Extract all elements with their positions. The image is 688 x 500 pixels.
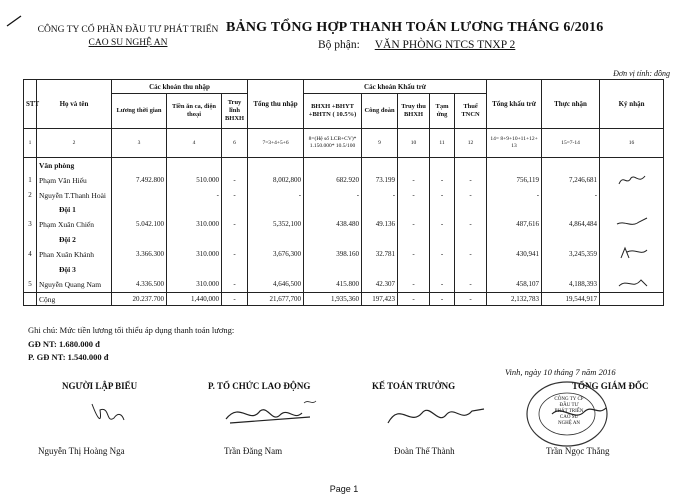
empty-cell xyxy=(542,262,600,276)
empty-cell xyxy=(112,158,167,173)
total-label: Cộng xyxy=(37,293,112,306)
group-name: Đội 3 xyxy=(37,262,112,276)
signature-cell xyxy=(600,246,664,262)
value-total: - xyxy=(248,188,304,202)
empty-cell xyxy=(430,232,455,246)
empty-cell xyxy=(222,158,248,173)
group-row xyxy=(24,202,664,216)
value-tax: - xyxy=(455,216,487,232)
stt-cell xyxy=(24,232,37,246)
handwritten-signature xyxy=(615,172,649,186)
group-name: Đội 2 xyxy=(37,232,112,246)
unit-label: Đơn vị tính: đồng xyxy=(613,69,670,78)
header-insurance: BHXH +BHYT +BHTN ( 10.5%) xyxy=(304,94,362,129)
value-adv: - xyxy=(430,172,455,188)
total-meal: 1,440,000 xyxy=(167,293,222,306)
value-rd: - xyxy=(398,172,430,188)
value-salary: 7.492.800 xyxy=(112,172,167,188)
value-salary: 5.042.100 xyxy=(112,216,167,232)
index-cell: 14= 8+9+10+11+12+ 13 xyxy=(487,129,542,158)
document-title: BẢNG TỔNG HỢP THANH TOÁN LƯƠNG THÁNG 6/2016 xyxy=(226,20,604,35)
index-cell: 10 xyxy=(398,129,430,158)
empty-cell xyxy=(600,202,664,216)
group-row xyxy=(24,262,664,276)
header-tax: Thuế TNCN xyxy=(455,94,487,129)
company-subname: CAO SU NGHỆ AN xyxy=(88,38,168,48)
group-row xyxy=(24,232,664,246)
signer-accountant: Đoàn Thế Thành xyxy=(394,446,455,456)
employee-name: Phan Xuân Khánh xyxy=(37,246,112,262)
empty-cell xyxy=(304,158,362,173)
empty-cell xyxy=(600,158,664,173)
value-rd: - xyxy=(398,216,430,232)
total-row xyxy=(24,293,664,306)
empty-cell xyxy=(167,158,222,173)
empty-cell xyxy=(167,262,222,276)
signature-cell xyxy=(600,188,664,202)
index-row xyxy=(24,129,664,158)
empty-cell xyxy=(362,262,398,276)
index-cell: 6 xyxy=(222,129,248,158)
value-ins: 398.160 xyxy=(304,246,362,262)
empty-cell xyxy=(487,158,542,173)
header-retro-deduct: Truy thu BHXH xyxy=(398,94,430,129)
total-salary: 20.237.700 xyxy=(112,293,167,306)
group-row xyxy=(24,158,664,173)
value-tded: 430,941 xyxy=(487,246,542,262)
value-net: - xyxy=(542,188,600,202)
scan-mark xyxy=(6,14,24,28)
value-meal: - xyxy=(167,188,222,202)
empty-cell xyxy=(248,232,304,246)
signature-cell xyxy=(600,293,664,306)
index-cell: 12 xyxy=(455,129,487,158)
stamp-text: CÔNG TY CP ĐẦU TƯ PHÁT TRIỂN CAO SU NGHỆ AN xyxy=(554,397,584,426)
stt-cell: 2 xyxy=(24,188,37,202)
value-total: 4,646,500 xyxy=(248,276,304,293)
company-header xyxy=(28,24,228,50)
handwritten-signature xyxy=(615,276,649,290)
signature-accountant xyxy=(380,397,490,431)
value-tded: - xyxy=(487,188,542,202)
empty-cell xyxy=(112,202,167,216)
index-cell: 2 xyxy=(37,129,112,158)
value-ins: - xyxy=(304,188,362,202)
stt-cell xyxy=(24,158,37,173)
signer-preparer: Nguyễn Thị Hoàng Nga xyxy=(38,446,125,456)
empty-cell xyxy=(455,262,487,276)
value-ins: 438.480 xyxy=(304,216,362,232)
value-union: 73.199 xyxy=(362,172,398,188)
value-rd: - xyxy=(398,246,430,262)
total-retro: - xyxy=(222,293,248,306)
empty-cell xyxy=(542,158,600,173)
total-tax: - xyxy=(455,293,487,306)
department-value: VĂN PHÒNG NTCS TNXP 2 xyxy=(374,39,516,51)
empty-cell xyxy=(600,232,664,246)
value-net: 4,864,484 xyxy=(542,216,600,232)
role-preparer: NGƯỜI LẬP BIỂU xyxy=(62,381,138,391)
total-rd: - xyxy=(398,293,430,306)
header-salary: Lương thời gian xyxy=(112,94,167,129)
handwritten-signature xyxy=(615,216,649,230)
employee-name: Phạm Văn Hiếu xyxy=(37,172,112,188)
value-adv: - xyxy=(430,246,455,262)
value-meal: 310.000 xyxy=(167,246,222,262)
value-salary: 4.336.500 xyxy=(112,276,167,293)
empty-cell xyxy=(112,262,167,276)
empty-cell xyxy=(430,158,455,173)
value-ins: 682.920 xyxy=(304,172,362,188)
table-row xyxy=(24,276,664,293)
table-row xyxy=(24,188,664,202)
stt-cell: 5 xyxy=(24,276,37,293)
signature-cell xyxy=(600,172,664,188)
signer-labor: Trần Đăng Nam xyxy=(224,446,283,456)
table-body xyxy=(24,158,664,306)
empty-cell xyxy=(487,202,542,216)
empty-cell xyxy=(398,202,430,216)
value-tax: - xyxy=(455,246,487,262)
empty-cell xyxy=(222,202,248,216)
value-tax: - xyxy=(455,172,487,188)
header-total-deduct: Tổng khấu trừ xyxy=(487,80,542,129)
value-tax: - xyxy=(455,276,487,293)
value-tded: 756,119 xyxy=(487,172,542,188)
header-deduction-group: Các khoản Khấu trừ xyxy=(304,80,487,94)
header-name: Họ và tên xyxy=(37,80,112,129)
page-label: Page 1 xyxy=(329,484,359,494)
value-net: 7,246,681 xyxy=(542,172,600,188)
index-cell: 4 xyxy=(167,129,222,158)
header-advance: Tạm ứng xyxy=(430,94,455,129)
header-net: Thực nhận xyxy=(542,80,600,129)
stt-cell: 1 xyxy=(24,172,37,188)
role-labor: P. TỔ CHỨC LAO ĐỘNG xyxy=(208,381,311,391)
empty-cell xyxy=(222,262,248,276)
empty-cell xyxy=(455,232,487,246)
value-adv: - xyxy=(430,188,455,202)
value-retro: - xyxy=(222,188,248,202)
value-ins: 415.800 xyxy=(304,276,362,293)
group-name: Đội 1 xyxy=(37,202,112,216)
signature-labor xyxy=(220,397,320,431)
empty-cell xyxy=(362,232,398,246)
empty-cell xyxy=(362,202,398,216)
index-cell: 11 xyxy=(430,129,455,158)
table-row xyxy=(24,172,664,188)
empty-cell xyxy=(362,158,398,173)
salary-table xyxy=(23,79,664,306)
value-total: 8,002,800 xyxy=(248,172,304,188)
empty-cell xyxy=(167,202,222,216)
empty-cell xyxy=(304,262,362,276)
total-ins: 1,935,360 xyxy=(304,293,362,306)
value-adv: - xyxy=(430,276,455,293)
empty-cell xyxy=(112,232,167,246)
empty-cell xyxy=(304,232,362,246)
empty-cell xyxy=(398,262,430,276)
total-union: 197,423 xyxy=(362,293,398,306)
value-union: 42.307 xyxy=(362,276,398,293)
header-income-group: Các khoản thu nhập xyxy=(112,80,248,94)
empty-cell xyxy=(542,202,600,216)
empty-cell xyxy=(248,158,304,173)
table-row xyxy=(24,246,664,262)
role-accountant: KẾ TOÁN TRƯỞNG xyxy=(372,381,456,391)
value-net: 3,245,359 xyxy=(542,246,600,262)
stt-cell xyxy=(24,202,37,216)
empty-cell xyxy=(167,232,222,246)
note-text: Ghi chú: Mức tiền lương tối thiểu áp dụng thanh toán lương: xyxy=(28,325,235,335)
handwritten-signature xyxy=(615,246,649,260)
value-retro: - xyxy=(222,276,248,293)
value-meal: 510.000 xyxy=(167,172,222,188)
empty-cell xyxy=(248,262,304,276)
signature-cell xyxy=(600,216,664,232)
employee-name: Phạm Xuân Chiến xyxy=(37,216,112,232)
index-cell: 9 xyxy=(362,129,398,158)
total-net: 19,544,917 xyxy=(542,293,600,306)
department-label: Bộ phận: xyxy=(318,39,360,51)
header-retro: Truy lĩnh BHXH xyxy=(222,94,248,129)
value-tax: - xyxy=(455,188,487,202)
index-cell: 7=3+4+5+6 xyxy=(248,129,304,158)
value-total: 3,676,300 xyxy=(248,246,304,262)
value-total: 5,352,100 xyxy=(248,216,304,232)
index-cell: 8=(Hệ số LCB+CV)* 1.150.000* 10.5/100 xyxy=(304,129,362,158)
empty-cell xyxy=(398,158,430,173)
signature-preparer xyxy=(88,400,128,430)
value-union: - xyxy=(362,188,398,202)
value-union: 32.781 xyxy=(362,246,398,262)
header-stt: STT xyxy=(24,80,37,129)
stt-cell: 4 xyxy=(24,246,37,262)
value-salary: 3.366.300 xyxy=(112,246,167,262)
group-name: Văn phòng xyxy=(37,158,112,173)
value-retro: - xyxy=(222,246,248,262)
value-retro: - xyxy=(222,172,248,188)
company-name: CÔNG TY CỔ PHẦN ĐẦU TƯ PHÁT TRIỂN xyxy=(37,25,219,35)
empty-cell xyxy=(398,232,430,246)
employee-name: Nguyễn Quang Nam xyxy=(37,276,112,293)
value-meal: 310.000 xyxy=(167,276,222,293)
header-sign: Ký nhận xyxy=(600,80,664,129)
empty-cell xyxy=(487,232,542,246)
signer-director: Trần Ngọc Thắng xyxy=(546,446,610,456)
empty-cell xyxy=(222,232,248,246)
empty-cell xyxy=(248,202,304,216)
index-cell: 3 xyxy=(112,129,167,158)
note-pgd: P. GĐ NT: 1.540.000 đ xyxy=(28,352,109,362)
header-total-income: Tổng thu nhập xyxy=(248,80,304,129)
empty-cell xyxy=(455,202,487,216)
value-union: 49.136 xyxy=(362,216,398,232)
value-rd: - xyxy=(398,276,430,293)
stt-cell: 3 xyxy=(24,216,37,232)
value-meal: 310.000 xyxy=(167,216,222,232)
empty-cell xyxy=(487,262,542,276)
empty-cell xyxy=(455,158,487,173)
total-adv: - xyxy=(430,293,455,306)
value-rd: - xyxy=(398,188,430,202)
header-meal: Tiền ăn ca, điện thoại xyxy=(167,94,222,129)
empty-cell xyxy=(600,262,664,276)
empty-cell xyxy=(304,202,362,216)
employee-name: Nguyễn T.Thanh Hoài xyxy=(37,188,112,202)
value-salary xyxy=(112,188,167,202)
index-cell: 15=7-14 xyxy=(542,129,600,158)
value-tded: 458,107 xyxy=(487,276,542,293)
index-cell: 16 xyxy=(600,129,664,158)
total-total: 21,677,700 xyxy=(248,293,304,306)
value-retro: - xyxy=(222,216,248,232)
index-cell: 1 xyxy=(24,129,37,158)
empty-cell xyxy=(542,232,600,246)
header-union: Công đoàn xyxy=(362,94,398,129)
stt-cell xyxy=(24,262,37,276)
table-row xyxy=(24,216,664,232)
value-net: 4,188,393 xyxy=(542,276,600,293)
empty-cell xyxy=(430,202,455,216)
value-adv: - xyxy=(430,216,455,232)
stt-cell xyxy=(24,293,37,306)
date-line: Vinh, ngày 10 tháng 7 năm 2016 xyxy=(505,367,616,377)
role-director: TỔNG GIÁM ĐỐC xyxy=(572,381,649,391)
value-tded: 487,616 xyxy=(487,216,542,232)
note-gd: GĐ NT: 1.680.000 đ xyxy=(28,339,100,349)
empty-cell xyxy=(430,262,455,276)
department xyxy=(318,39,515,51)
total-tded: 2,132,783 xyxy=(487,293,542,306)
signature-cell xyxy=(600,276,664,293)
